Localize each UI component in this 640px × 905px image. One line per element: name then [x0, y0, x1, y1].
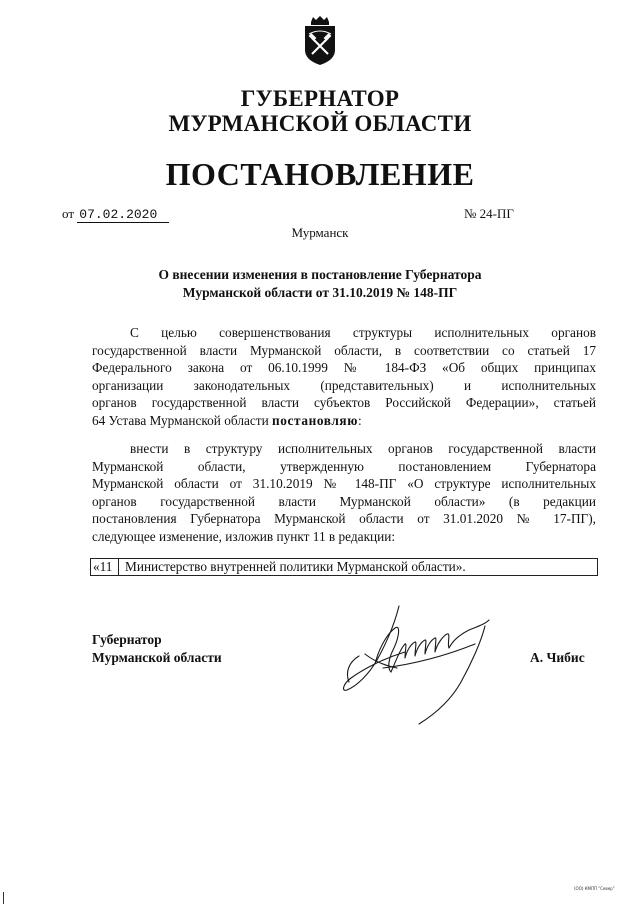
text-line: внести в структуру исполнительных органов государственной власти [130, 441, 596, 456]
text-line: государственной власти Мурманской области, в соответствии со статьей 17 [92, 342, 596, 358]
issuer-title-line1: ГУБЕРНАТОР [240, 86, 400, 111]
signatory-position-line2: Мурманской области [92, 650, 222, 665]
text-line: Мурманской области, утвержденную постановлением Губернатора [92, 458, 596, 474]
text-line: организации законодательных (представительных) и исполнительных [92, 377, 596, 393]
handwritten-signature [335, 598, 505, 730]
city-label: Мурманск [291, 225, 349, 240]
item-name-cell: Министерство внутренней политики Мурманской области». [125, 559, 466, 574]
text-line: следующее изменение, изложив пункт 11 в редакции: [92, 528, 396, 544]
preamble-paragraph [92, 324, 596, 430]
subject-line2: Мурманской области от 31.10.2019 № 148-ПГ [182, 285, 458, 300]
text-line: органов государственной власти Мурманской области» (в редакции [92, 493, 596, 509]
emblem-shield-icon [302, 16, 338, 66]
coat-of-arms-emblem [302, 16, 338, 66]
text-fragment: 64 Устава Мурманской области [92, 412, 273, 428]
item-number-cell: «11 [91, 559, 119, 575]
amendment-table-row [90, 558, 598, 576]
text-line [92, 412, 596, 430]
issuer-title-line2: МУРМАНСКОЙ ОБЛАСТИ [168, 111, 472, 136]
scan-edge-mark [3, 892, 4, 904]
operative-paragraph [92, 440, 596, 546]
text-line: органов государственной власти субъектов Российской Федерации», статьей [92, 395, 596, 411]
text-line: Мурманской области от 31.10.2019 № 148-ПГ «О структуре исполнительных [92, 476, 596, 492]
signatory-name: А. Чибис [530, 650, 585, 665]
text-fragment: : [357, 412, 362, 428]
text-line: постановления Губернатора Мурманской области от 31.01.2020 № 17-ПГ), [92, 511, 596, 527]
print-shop-code: (ОО) КМПП "Север" [574, 886, 615, 891]
date-prefix: от [62, 206, 75, 221]
text-line: Федерального закона от 06.10.1999 № 184-ФЗ «Об общих принципах [92, 360, 596, 376]
date-row [62, 206, 169, 223]
document-type-title: ПОСТАНОВЛЕНИЕ [165, 156, 475, 192]
date-field: 07.02.2020 [77, 208, 169, 223]
subject-line1: О внесении изменения в постановление Губернатора [158, 267, 482, 282]
signature-scribble-icon [335, 598, 505, 730]
text-line: С целью совершенствования структуры исполнительных органов [130, 325, 596, 340]
signatory-position-line1: Губернатор [92, 632, 162, 647]
number-prefix: № [464, 206, 477, 221]
number-row [464, 206, 514, 222]
number-field: 24-ПГ [479, 206, 514, 221]
decree-keyword: постановляю [272, 412, 358, 428]
